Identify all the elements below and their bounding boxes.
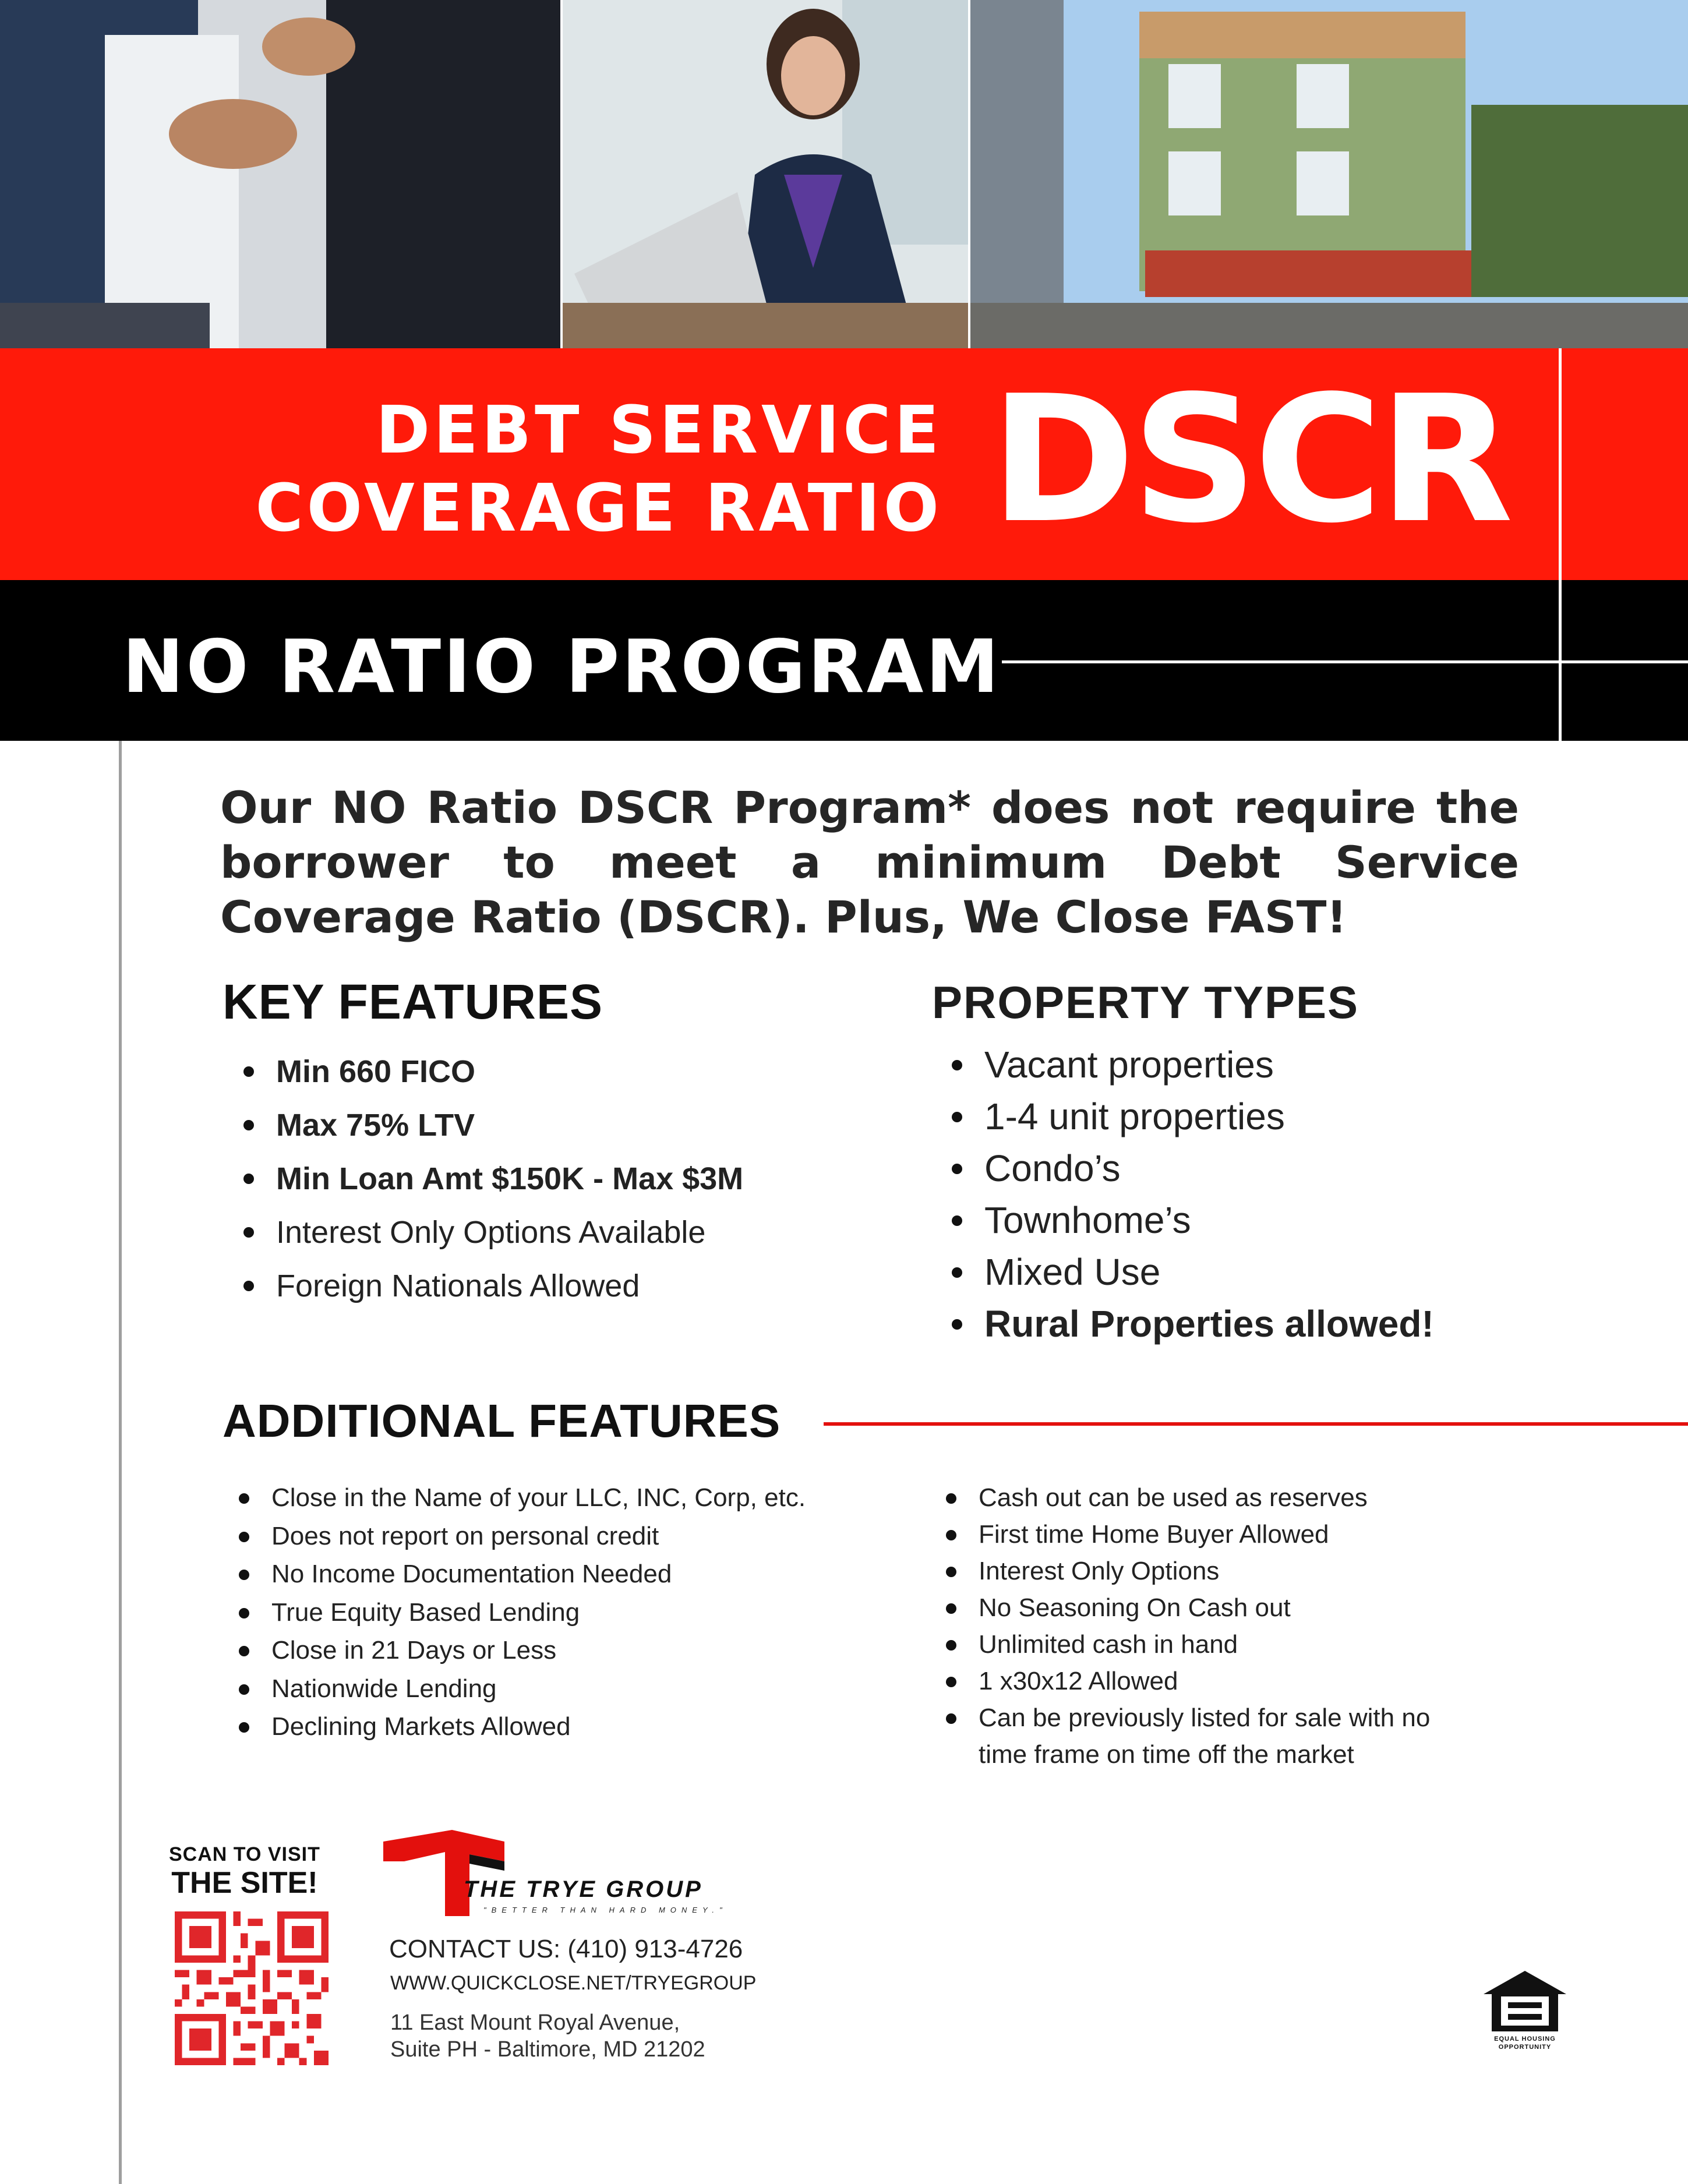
- scan-prompt-line2: THE SITE!: [171, 1866, 318, 1900]
- qr-code[interactable]: [175, 1911, 329, 2065]
- additional-feature-item: No Income Documentation Needed: [234, 1556, 806, 1594]
- intro-paragraph: Our NO Ratio DSCR Program* does not require the borrower to meet a minimum Debt Service Coverage Ratio (DSCR). Plus, We Close FAST!: [220, 782, 1519, 943]
- key-features-heading: KEY FEATURES: [223, 974, 603, 1029]
- header-vertical-rule: [1559, 348, 1562, 741]
- left-margin-rule: [119, 741, 122, 2184]
- trye-group-logo-icon: [382, 1829, 504, 1916]
- property-types-heading: PROPERTY TYPES: [932, 977, 1359, 1028]
- header-title-line1: DEBT SERVICE: [376, 393, 942, 468]
- additional-feature-item: Interest Only Options: [941, 1553, 1465, 1589]
- eho-line1: EQUAL HOUSING: [1494, 2035, 1556, 2042]
- additional-feature-item: True Equity Based Lending: [234, 1594, 806, 1632]
- property-type-item: Rural Properties allowed!: [947, 1298, 1434, 1350]
- website-link[interactable]: WWW.QUICKCLOSE.NET/TRYEGROUP: [390, 1972, 757, 1994]
- key-feature-item: Foreign Nationals Allowed: [239, 1259, 743, 1313]
- additional-features-rule: [824, 1422, 1688, 1426]
- additional-feature-item: Cash out can be used as reserves: [941, 1479, 1465, 1516]
- handshake-photo: [0, 0, 560, 348]
- property-type-item: 1-4 unit properties: [947, 1091, 1434, 1143]
- property-type-item: Condo’s: [947, 1143, 1434, 1195]
- key-feature-item: Interest Only Options Available: [239, 1206, 743, 1259]
- header-title-line2: COVERAGE RATIO: [255, 471, 942, 546]
- equal-housing-badge: [1478, 1969, 1572, 2051]
- eho-line2: OPPORTUNITY: [1498, 2044, 1552, 2051]
- property-type-item: Townhome’s: [947, 1195, 1434, 1246]
- additional-feature-item: Unlimited cash in hand: [941, 1626, 1465, 1663]
- woman-laptop-photo: [563, 0, 968, 348]
- contact-phone[interactable]: CONTACT US: (410) 913-4726: [389, 1935, 743, 1963]
- key-feature-item: Max 75% LTV: [239, 1098, 743, 1152]
- additional-features-left-list: [234, 1479, 806, 1747]
- scan-prompt: [169, 1843, 320, 1900]
- additional-features-right-list: [941, 1479, 1465, 1773]
- key-feature-item: Min 660 FICO: [239, 1045, 743, 1098]
- additional-feature-item: First time Home Buyer Allowed: [941, 1516, 1465, 1553]
- additional-feature-item: Declining Markets Allowed: [234, 1708, 806, 1747]
- additional-feature-item: Nationwide Lending: [234, 1670, 806, 1709]
- brand-name: THE TRYE GROUP: [464, 1876, 703, 1902]
- equal-housing-icon: [1481, 1969, 1569, 2033]
- property-type-item: Mixed Use: [947, 1246, 1434, 1298]
- address-line2: Suite PH - Baltimore, MD 21202: [390, 2037, 705, 2062]
- key-features-list: [239, 1045, 743, 1313]
- brand-tagline: "BETTER THAN HARD MONEY.": [483, 1906, 728, 1914]
- header-acronym: DSCR: [990, 358, 1510, 561]
- program-title: NO RATIO PROGRAM: [122, 624, 1001, 709]
- townhomes-photo: [970, 0, 1688, 348]
- additional-feature-item: Does not report on personal credit: [234, 1518, 806, 1556]
- property-types-list: [947, 1039, 1434, 1350]
- additional-feature-item: Can be previously listed for sale with no time frame on time off the market: [941, 1699, 1465, 1773]
- additional-feature-item: Close in the Name of your LLC, INC, Corp, etc.: [234, 1479, 806, 1518]
- scan-prompt-line1: SCAN TO VISIT: [169, 1843, 320, 1865]
- property-type-item: Vacant properties: [947, 1039, 1434, 1091]
- header-horizontal-rule: [1002, 660, 1688, 663]
- header-title: [256, 391, 942, 547]
- additional-features-heading: ADDITIONAL FEATURES: [223, 1395, 781, 1447]
- address: [390, 2009, 705, 2063]
- additional-feature-item: No Seasoning On Cash out: [941, 1589, 1465, 1626]
- additional-feature-item: Close in 21 Days or Less: [234, 1632, 806, 1670]
- address-line1: 11 East Mount Royal Avenue,: [390, 2010, 680, 2035]
- additional-feature-item: 1 x30x12 Allowed: [941, 1663, 1465, 1699]
- key-feature-item: Min Loan Amt $150K - Max $3M: [239, 1152, 743, 1206]
